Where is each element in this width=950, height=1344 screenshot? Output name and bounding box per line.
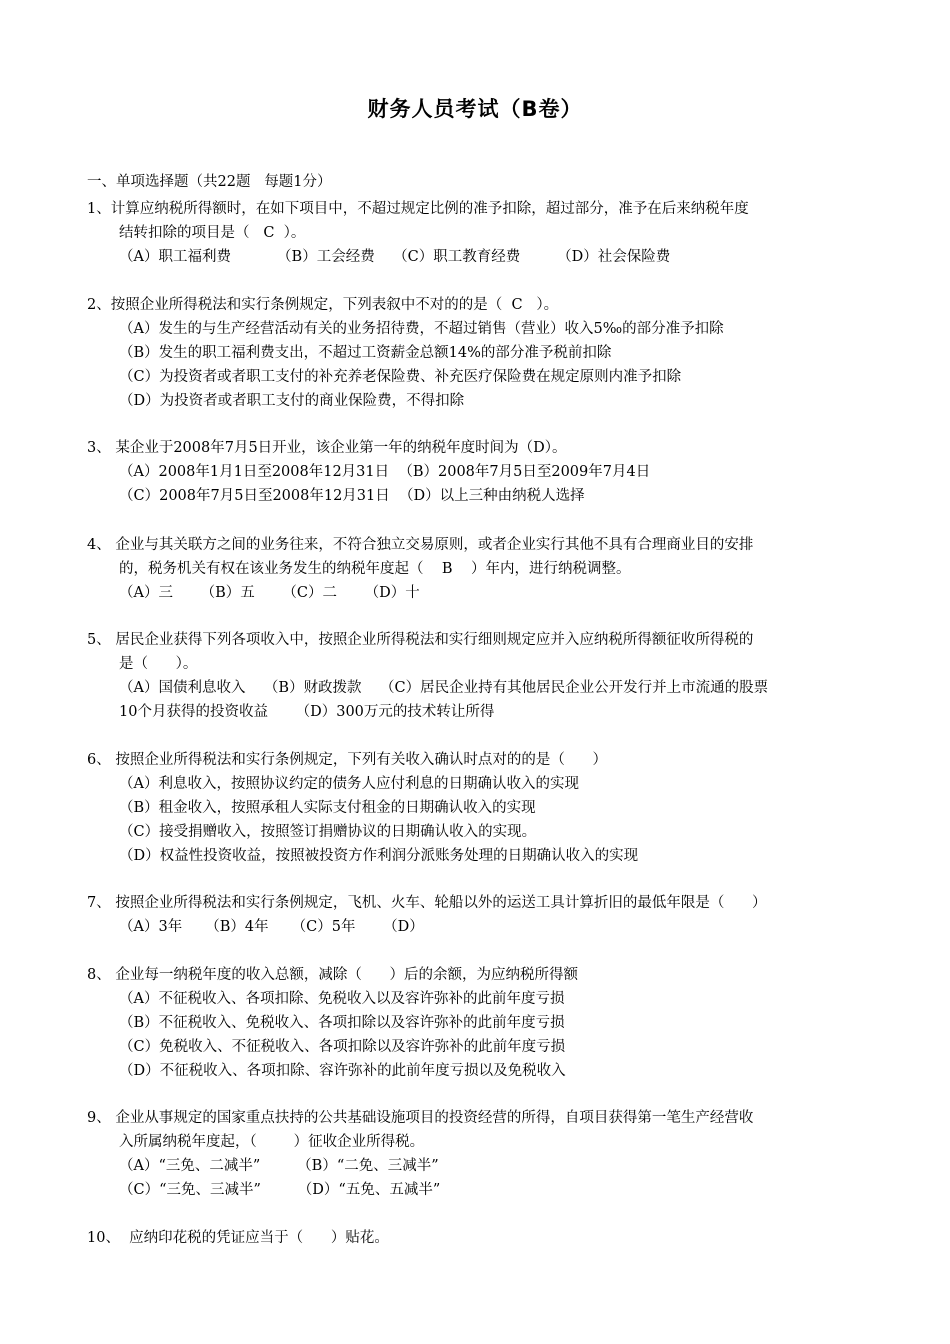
question-10-stem: 10、 应纳印花税的凭证应当于（ ）贴花。: [87, 1230, 389, 1246]
question-2-stem: 2、按照企业所得税法和实行条例规定，下列表叙中不对的的是（ C ）。: [87, 297, 559, 313]
question-8-option-d: （D）不征税收入、各项扣除、容许弥补的此前年度亏损以及免税收入: [119, 1063, 566, 1079]
question-6-option-b: （B）租金收入，按照承租人实际支付租金的日期确认收入的实现: [119, 800, 536, 816]
section-heading: 一、单项选择题（共22题 每题1分）: [87, 174, 332, 190]
question-7-stem: 7、 按照企业所得税法和实行条例规定，飞机、火车、轮船以外的运送工具计算折旧的最低年限是（ ）: [87, 895, 767, 911]
question-8-option-b: （B）不征税收入、免税收入、各项扣除以及容许弥补的此前年度亏损: [119, 1015, 565, 1031]
question-8-option-a: （A）不征税收入、各项扣除、免税收入以及容许弥补的此前年度亏损: [119, 991, 565, 1007]
question-9-stem-line-1: 9、 企业从事规定的国家重点扶持的公共基础设施项目的投资经营的所得，自项目获得第一笔生产经营收: [87, 1110, 754, 1126]
question-9-options-ab: （A）“三免、二减半” （B）“二免、三减半”: [119, 1158, 439, 1174]
question-5-stem-line-1: 5、 居民企业获得下列各项收入中，按照企业所得税法和实行细则规定应并入应纳税所得额征收所得税的: [87, 632, 754, 648]
question-8-option-c: （C）免税收入、不征税收入、各项扣除以及容许弥补的此前年度亏损: [119, 1039, 566, 1055]
question-4-stem-line-1: 4、 企业与其关联方之间的业务往来，不符合独立交易原则，或者企业实行其他不具有合理商业目的安排: [87, 537, 754, 553]
question-6-option-a: （A）利息收入，按照协议约定的债务人应付利息的日期确认收入的实现: [119, 776, 579, 792]
question-2-option-c: （C）为投资者或者职工支付的补充养老保险费、补充医疗保险费在规定原则内准予扣除: [119, 369, 682, 385]
question-1-options: （A）职工福利费 （B）工会经费 （C）职工教育经费 （D）社会保险费: [119, 249, 671, 265]
question-7-options: （A）3年 （B）4年 （C）5年 （D）: [119, 919, 424, 935]
question-9-options-cd: （C）“三免、三减半” （D）“五免、五减半”: [119, 1182, 441, 1198]
question-6-option-d: （D）权益性投资收益，按照被投资方作利润分派账务处理的日期确认收入的实现: [119, 848, 639, 864]
question-1-stem-line-2: 结转扣除的项目是（ C ）。: [119, 225, 306, 241]
question-9-stem-line-2: 入所属纳税年度起，（ ）征收企业所得税。: [119, 1134, 425, 1150]
question-6-stem: 6、 按照企业所得税法和实行条例规定，下列有关收入确认时点对的的是（ ）: [87, 752, 607, 768]
question-2-option-d: （D）为投资者或者职工支付的商业保险费，不得扣除: [119, 393, 465, 409]
question-3-options-ab: （A）2008年1月1日至2008年12月31日 （B）2008年7月5日至2009年7月4日: [119, 464, 651, 480]
question-5-options-line-1: （A）国债利息收入 （B）财政拨款 （C）居民企业持有其他居民企业公开发行并上市流通的股票: [119, 680, 769, 696]
question-4-stem-line-2: 的，税务机关有权在该业务发生的纳税年度起（ B ）年内，进行纳税调整。: [119, 561, 631, 577]
question-5-options-line-2: 10个月获得的投资收益 （D）300万元的技术转让所得: [119, 704, 495, 720]
question-4-options: （A）三 （B）五 （C）二 （D）十: [119, 585, 420, 601]
page-title: 财务人员考试（B卷）: [367, 97, 583, 121]
question-2-option-a: （A）发生的与生产经营活动有关的业务招待费，不超过销售（营业）收入5‰的部分准予扣除: [119, 321, 724, 337]
question-3-stem: 3、 某企业于2008年7月5日开业，该企业第一年的纳税年度时间为（D）。: [87, 440, 567, 456]
question-8-stem: 8、 企业每一纳税年度的收入总额，减除（ ）后的余额，为应纳税所得额: [87, 967, 578, 983]
question-2-option-b: （B）发生的职工福利费支出，不超过工资薪金总额14%的部分准予税前扣除: [119, 345, 612, 361]
question-5-stem-line-2: 是（ ）。: [119, 656, 198, 672]
question-6-option-c: （C）接受捐赠收入，按照签订捐赠协议的日期确认收入的实现。: [119, 824, 537, 840]
question-1-stem-line-1: 1、计算应纳税所得额时，在如下项目中，不超过规定比例的准予扣除，超过部分，准予在后来纳税年度: [87, 201, 749, 217]
question-3-options-cd: （C）2008年7月5日至2008年12月31日 （D）以上三种由纳税人选择: [119, 488, 585, 504]
